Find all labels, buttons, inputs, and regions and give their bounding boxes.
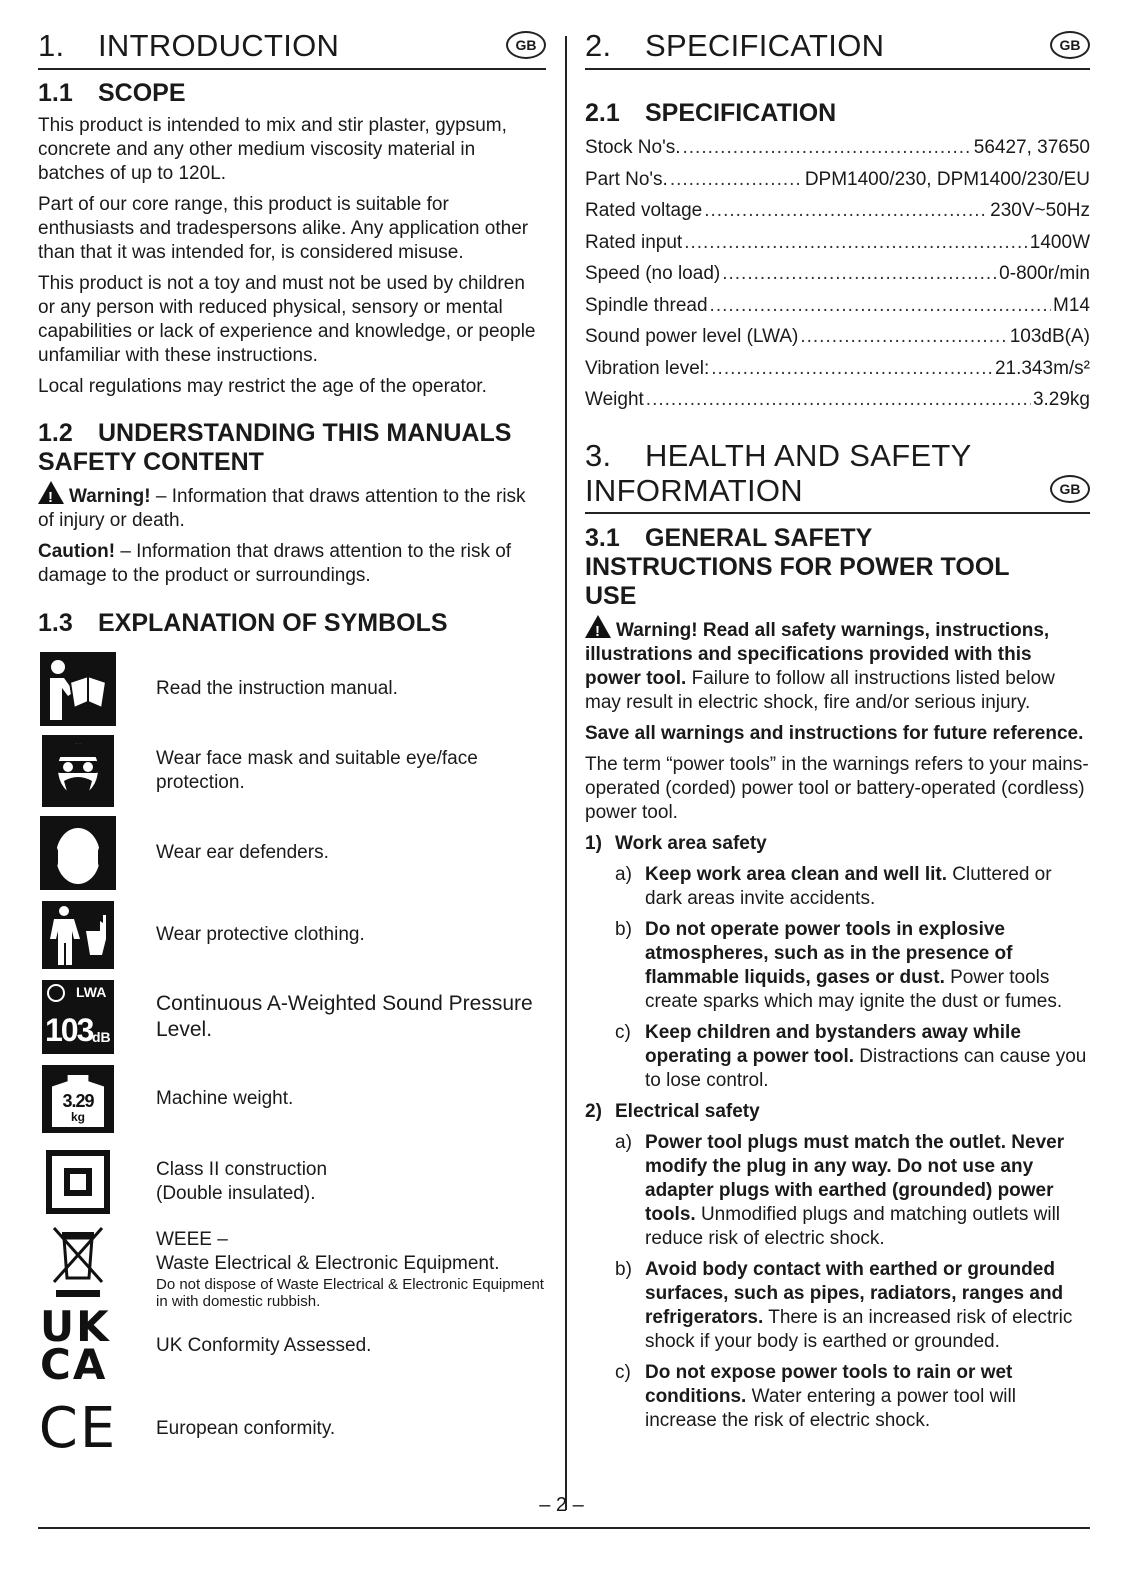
symbol-description: Wear ear defenders. (156, 842, 329, 863)
warning-explanation: !Warning! – Information that draws attention to the risk of injury or death. (38, 481, 546, 533)
spec-row: Sound power level (LWA) ..... 103dB(A) (585, 321, 1090, 353)
symbol-description: UK Conformity Assessed. (156, 1335, 372, 1356)
section-1-1-heading: 1.1 SCOPE (38, 79, 186, 107)
scope-paragraph-1: This product is intended to mix and stir plaster, gypsum, concrete and any other medium viscosity material in batches of up to 120L. (38, 115, 507, 184)
gb-badge: GB (1050, 31, 1090, 59)
symbol-description: WEEE – Waste Electrical & Electronic Equipment. Do not dispose of Waste Electrical & Electronic Equipment in with domestic rubbish. (118, 1224, 546, 1310)
read-manual-icon (38, 652, 118, 726)
safety-item: b) Do not operate power tools in explosive atmospheres, such as in the presence of flammable liquids, gases or dust. Power tools create sparks which may ignite the dust or fumes. (615, 918, 1063, 1012)
power-tools-term: The term “power tools” in the warnings refers to your mains-operated (corded) power tool or battery-operated (cordless) power tool. (585, 753, 1089, 823)
left-column (38, 28, 546, 1464)
chapter-title: INTRODUCTION (98, 28, 340, 63)
safety-item: a) Keep work area clean and well lit. Cluttered or dark areas invite accidents. (615, 863, 1052, 909)
ukca-icon: UK CA (40, 1302, 111, 1389)
symbol-description: Wear protective clothing. (156, 924, 365, 945)
symbol-description: Class II construction (Double insulated). (156, 1159, 328, 1204)
right-column (585, 28, 1090, 1440)
chapter-2-heading: 2. SPECIFICATION GB (585, 28, 1090, 70)
safety-item: c) Keep children and bystanders away while operating a power tool. Distractions can cause you to lose control. (615, 1021, 1087, 1091)
warning-triangle-icon (585, 615, 611, 638)
section-2-1-heading: 2.1 SPECIFICATION (585, 99, 837, 127)
spec-row: Speed (no load) ..... 0-800r/min (585, 258, 1090, 290)
section-1-2-heading: 1.2 UNDERSTANDING THIS MANUALS SAFETY CONTENT (38, 419, 512, 476)
spec-row: Rated voltage ..... 230V~50Hz (585, 195, 1090, 227)
safety-warning-paragraph: !Warning! Read all safety warnings, instructions, illustrations and specifications provided with this power tool. Failure to follow all instructions listed below may result in electric shock, fire and/or serious injury. (585, 615, 1090, 715)
caution-explanation: Caution! – Information that draws attention to the risk of damage to the product or surroundings. (38, 541, 512, 586)
gb-badge: GB (1050, 475, 1090, 503)
weee-bin-icon (38, 1224, 118, 1298)
symbol-row (38, 976, 546, 1058)
symbol-row (38, 1140, 546, 1224)
class-ii-icon (38, 1150, 118, 1214)
gb-badge: GB (506, 31, 546, 59)
chapter-1-heading (38, 28, 546, 70)
page-number: – 2 – (539, 1494, 584, 1516)
spec-row: Stock No's. ..... 56427, 37650 (585, 132, 1090, 164)
save-instructions: Save all warnings and instructions for future reference. (585, 722, 1084, 744)
symbol-description: European conformity. (156, 1418, 336, 1439)
spec-row: Weight ..... 3.29kg (585, 384, 1090, 416)
scope-paragraph-2: Part of our core range, this product is suitable for enthusiasts and tradespersons alike. Any application other than that it was intended for, is considered misuse. (38, 194, 529, 263)
scope-paragraph-4: Local regulations may restrict the age of the operator. (38, 376, 487, 397)
symbol-row (38, 812, 546, 894)
safety-section-title: 1) Work area safety (585, 832, 767, 854)
weight-icon: 3.29 kg (38, 1065, 118, 1133)
sound-level-icon: LWA 103 dB (38, 980, 118, 1054)
section-1-3-heading: 1.3 EXPLANATION OF SYMBOLS (38, 609, 448, 637)
symbol-row (38, 730, 546, 812)
spec-row: Rated input ..... 1400W (585, 227, 1090, 259)
safety-item: a) Power tool plugs must match the outlet. Never modify the plug in any way. Do not use any adapter plugs with earthed (grounded) power tools. Unmodified plugs and matching outlets will reduce risk of electric shock. (615, 1131, 1065, 1249)
chapter-number: 1. (38, 28, 65, 63)
ce-icon: CE (38, 1396, 118, 1461)
face-mask-goggles-icon (38, 735, 118, 807)
spec-row: Part No's. ..... DPM1400/230, DPM1400/230/EU (585, 164, 1090, 196)
symbol-row (38, 1298, 546, 1394)
chapter-3-heading: 3. HEALTH AND SAFETY INFORMATION GB (585, 438, 1090, 514)
ear-defenders-icon (38, 816, 118, 890)
symbol-description: Continuous A-Weighted Sound Pressure Level. (156, 992, 533, 1041)
symbol-row (38, 648, 546, 730)
safety-item: c) Do not expose power tools to rain or wet conditions. Water entering a power tool will increase the risk of electric shock. (615, 1361, 1016, 1431)
section-3-1-heading: 3.1 GENERAL SAFETY INSTRUCTIONS FOR POWER TOOL USE (585, 523, 1010, 610)
spec-row: Spindle thread ..... M14 (585, 290, 1090, 322)
warning-triangle-icon (38, 481, 64, 504)
symbol-description: Read the instruction manual. (156, 678, 398, 699)
symbol-row (38, 1394, 546, 1464)
spec-table (585, 132, 1090, 416)
weee-small-print: Do not dispose of Waste Electrical & Electronic Equipment in with domestic rubbish. (156, 1276, 544, 1310)
spec-row: Vibration level: ..... 21.343m/s² (585, 353, 1090, 385)
scope-paragraph-3: This product is not a toy and must not be used by children or any person with reduced physical, sensory or mental capabilities or lack of experience and knowledge, or people unfamiliar with these instructions. (38, 273, 536, 366)
column-divider (565, 36, 567, 1510)
symbol-row (38, 1224, 546, 1310)
footer-rule (38, 1527, 1090, 1529)
symbol-description: Machine weight. (156, 1088, 294, 1109)
symbol-row (38, 1058, 546, 1140)
symbol-description: Wear face mask and suitable eye/face protection. (156, 748, 478, 793)
symbol-row (38, 894, 546, 976)
protective-clothing-icon (38, 901, 118, 969)
safety-item: b) Avoid body contact with earthed or grounded surfaces, such as pipes, radiators, ranges and refrigerators. There is an increased risk of electric shock if your body is earthed or grounded. (615, 1258, 1073, 1352)
safety-section-title: 2) Electrical safety (585, 1100, 760, 1122)
